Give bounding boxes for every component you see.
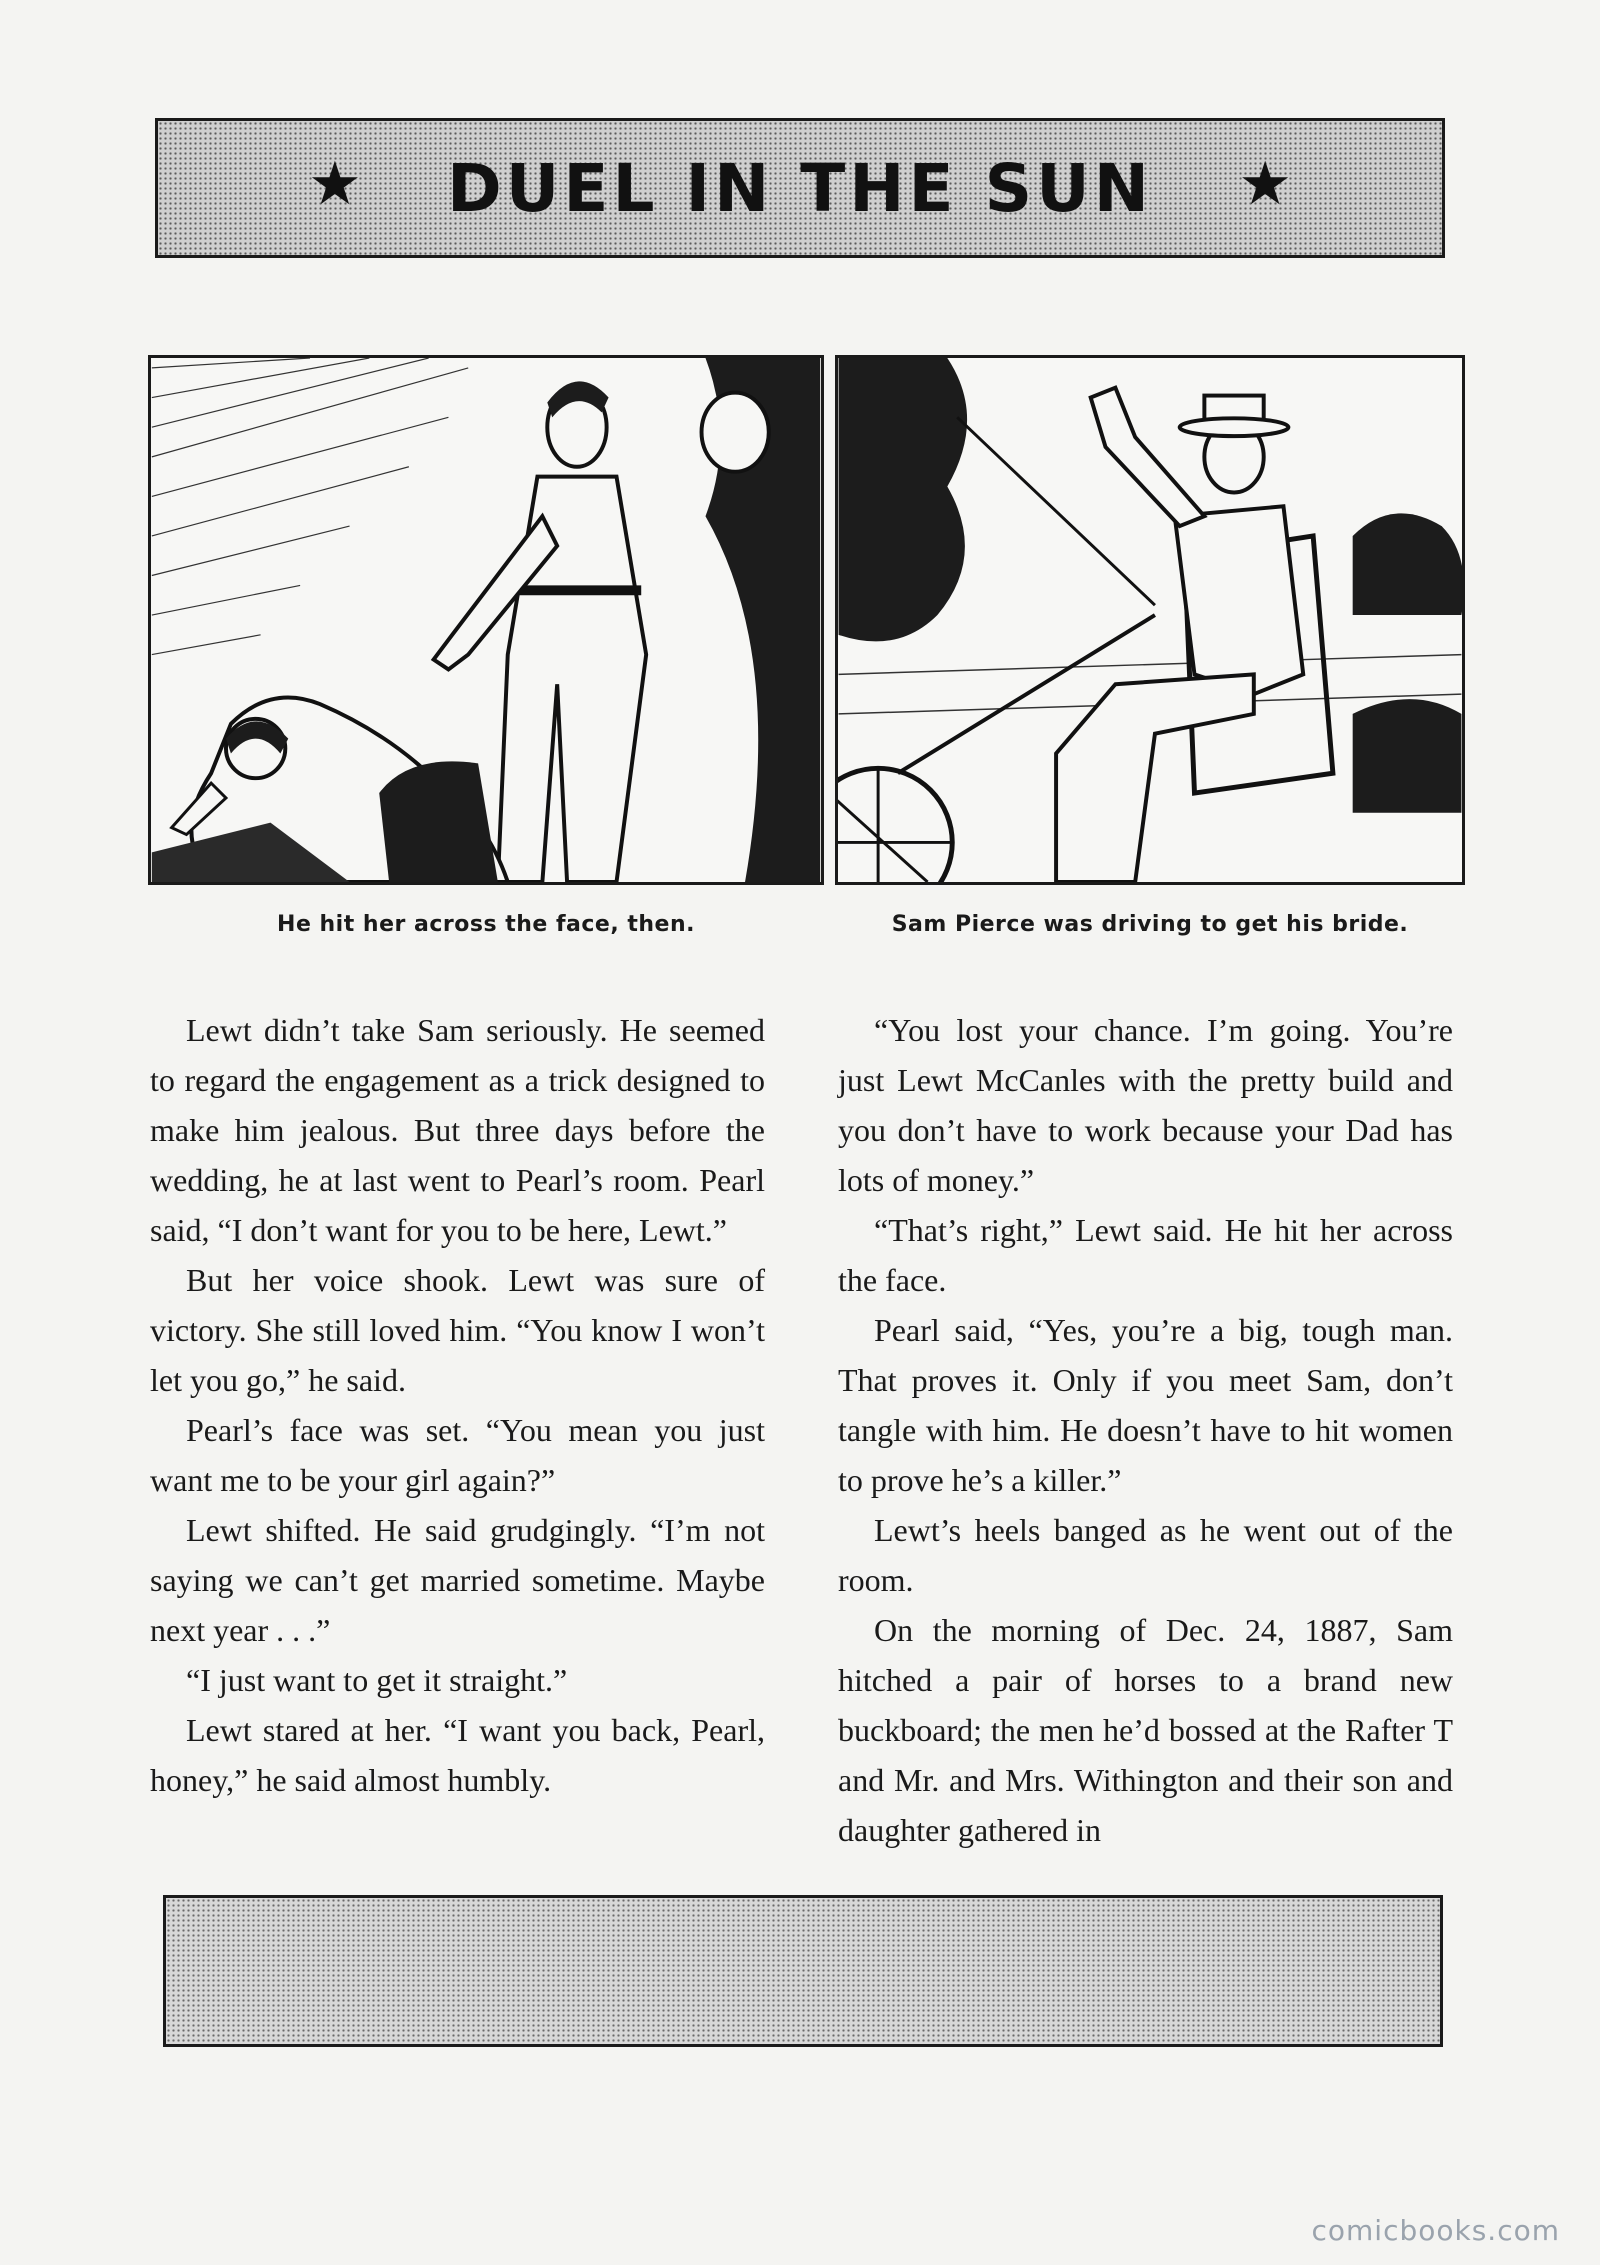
text-column-right bbox=[838, 1005, 1453, 1855]
paragraph: Lewt didn’t take Sam seriously. He seemed to regard the engagement as a trick designed to make him jealous. But three days before the wedding, he at last went to Pearl’s room. Pearl said, “I don’t want for you to be here, Lewt.” bbox=[150, 1012, 765, 1248]
illustration-panel-left bbox=[148, 355, 824, 885]
paragraph: On the morning of Dec. 24, 1887, Sam hitched a pair of horses to a brand new buckboard; the men he’d bossed at the Rafter T and Mr. and Mrs. Withington and their son and daughter gathered in bbox=[838, 1612, 1453, 1848]
paragraph: Pearl said, “Yes, you’re a big, tough man. That proves it. Only if you meet Sam, don’t tangle with him. He doesn’t have to hit women to prove he’s a killer.” bbox=[838, 1312, 1453, 1498]
illustration-man-standing bbox=[151, 358, 821, 882]
paragraph: Lewt stared at her. “I want you back, Pearl, honey,” he said almost humbly. bbox=[150, 1712, 765, 1798]
caption-left: He hit her across the face, then. bbox=[277, 912, 695, 937]
paragraph: “That’s right,” Lewt said. He hit her across the face. bbox=[838, 1212, 1453, 1298]
paragraph: Pearl’s face was set. “You mean you just want me to be your girl again?” bbox=[150, 1412, 765, 1498]
page-title: DUEL IN THE SUN bbox=[447, 149, 1153, 227]
caption-right: Sam Pierce was driving to get his bride. bbox=[891, 912, 1409, 937]
text-column-left bbox=[150, 1005, 765, 1805]
star-icon-left: ★ bbox=[308, 149, 362, 219]
watermark: comicbooks.com bbox=[1311, 2214, 1560, 2247]
paragraph: Lewt shifted. He said grudgingly. “I’m not saying we can’t get married sometime. Maybe next year . . .” bbox=[150, 1512, 765, 1648]
paragraph: But her voice shook. Lewt was sure of victory. She still loved him. “You know I won’t let you go,” he said. bbox=[150, 1262, 765, 1398]
illustration-panel-right bbox=[835, 355, 1465, 885]
paragraph: “You lost your chance. I’m going. You’re just Lewt McCanles with the pretty build and you don’t have to work because your Dad has lots of money.” bbox=[838, 1012, 1453, 1198]
footer-halftone-box bbox=[163, 1895, 1443, 2047]
illustration-man-driving bbox=[838, 358, 1462, 882]
paragraph: Lewt’s heels banged as he went out of the room. bbox=[838, 1512, 1453, 1598]
star-icon-right: ★ bbox=[1238, 149, 1292, 219]
title-banner bbox=[155, 118, 1445, 258]
paragraph: “I just want to get it straight.” bbox=[186, 1662, 568, 1698]
